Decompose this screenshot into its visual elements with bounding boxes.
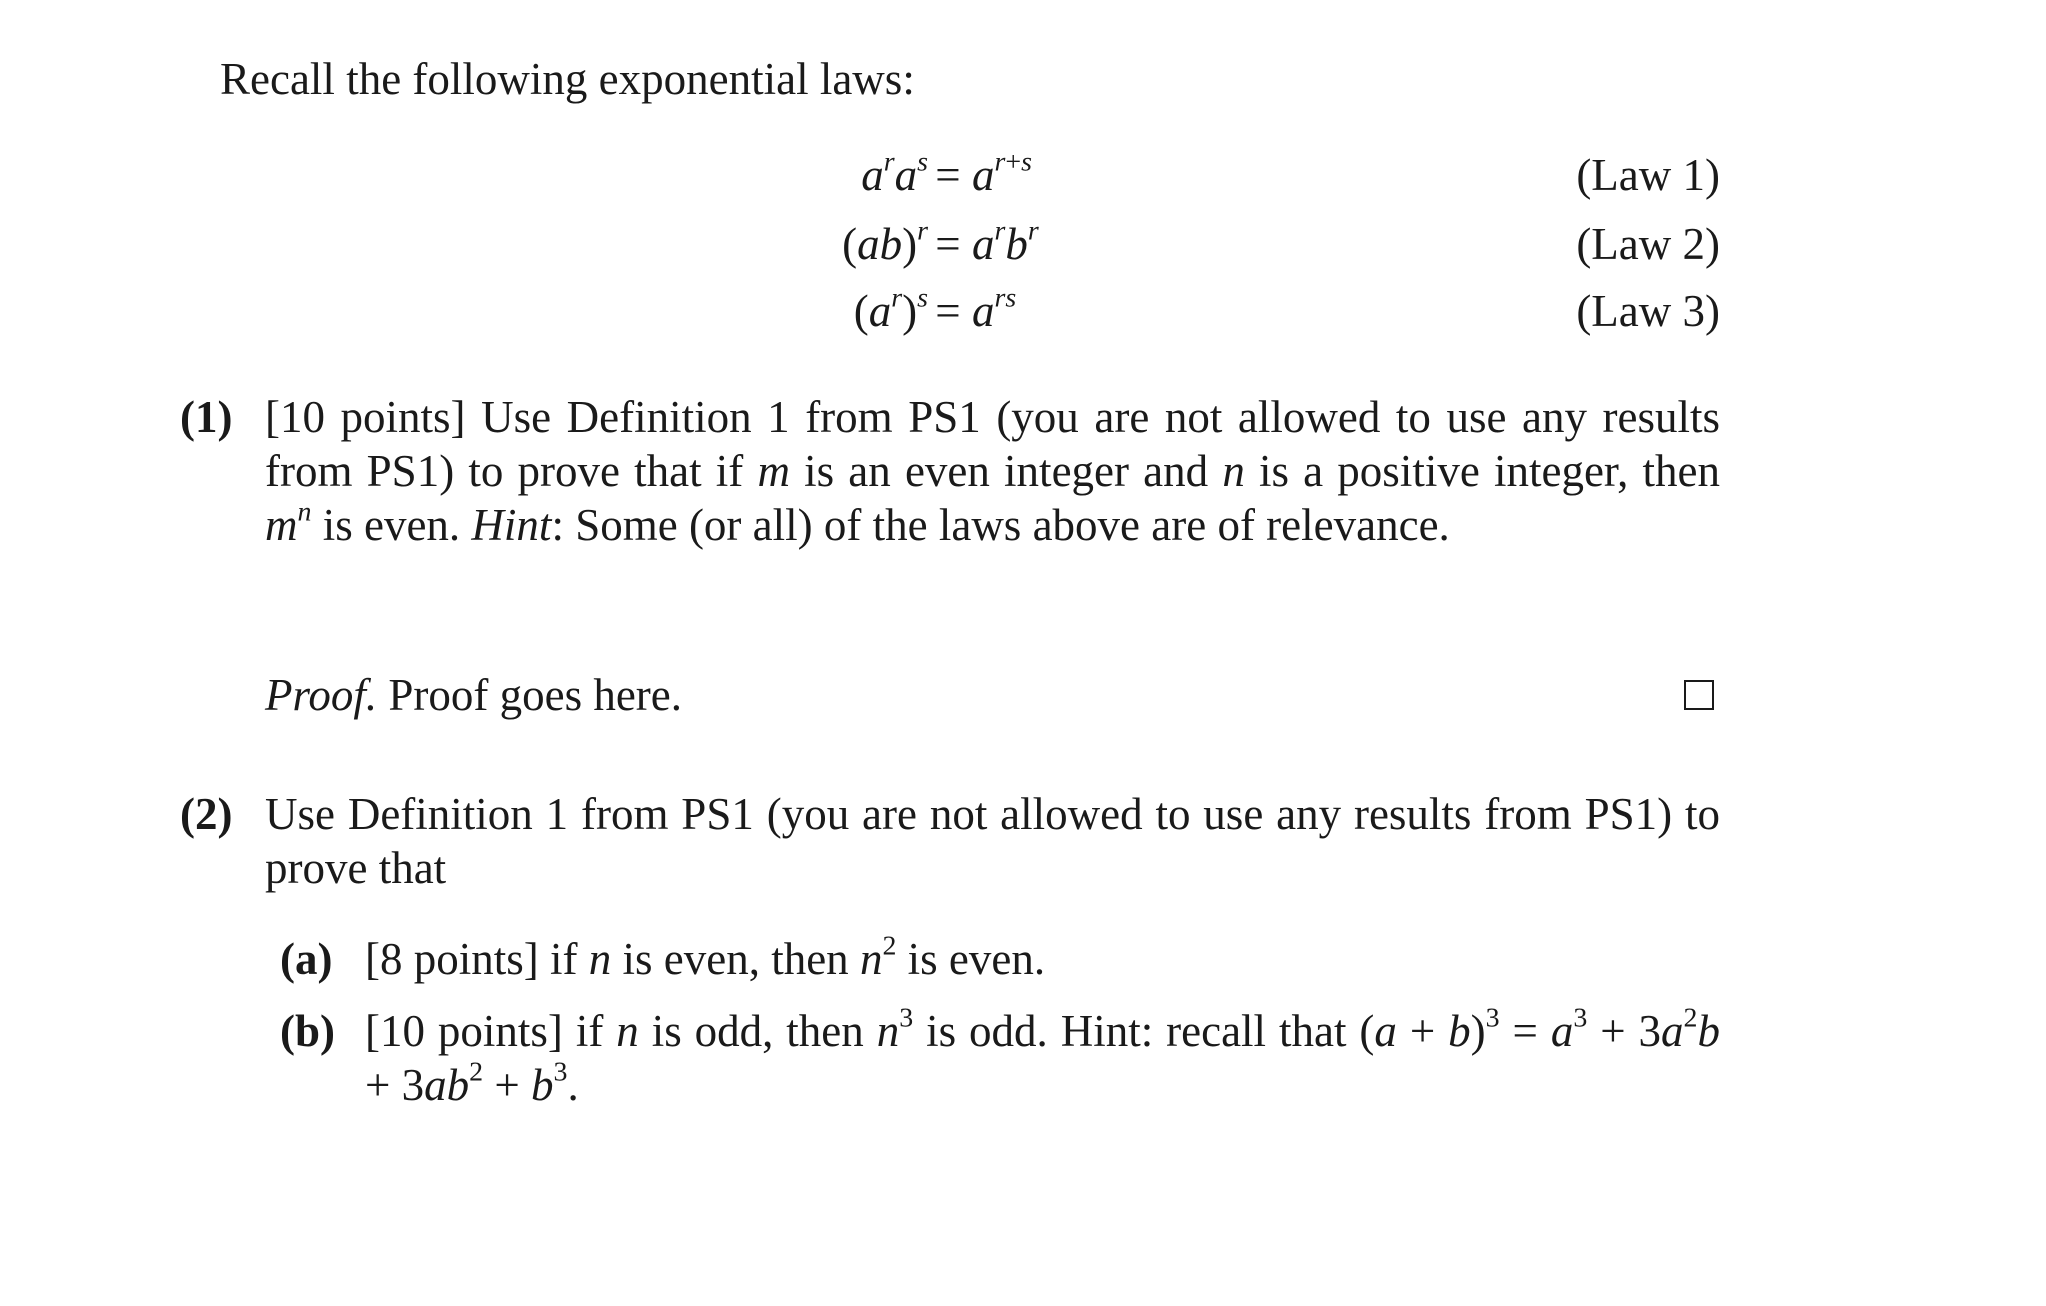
part-a-label: (a) xyxy=(280,934,333,984)
hint-label: Hint xyxy=(471,500,552,550)
proof-text: Proof goes here. xyxy=(377,670,683,720)
law-1-lhs: $a^ra^s$ xyxy=(861,146,928,200)
qed-box-icon xyxy=(1684,680,1714,710)
law-1-label: (Law 1) xyxy=(1576,150,1720,200)
law-2-label: (Law 2) xyxy=(1576,219,1720,269)
part-b-label: (b) xyxy=(280,1006,335,1056)
law-3-rhs: $a^{rs}$ xyxy=(972,282,1017,336)
law-1-rhs: $a^{r+s}$ xyxy=(972,146,1032,200)
problem-1-text: [10 points] Use Definition 1 from PS1 (you are not allowed to use any results from PS1) to prove that if m is an even integer and n is a positive integer, then $m^n$ is even. Hint: Some (or all) of the laws above are of relevance. xyxy=(265,392,1720,550)
problem-1-points: [10 points] xyxy=(265,392,466,442)
part-b-text: [10 points] if n is odd, then $n^3$ is odd. Hint: recall that $(a + b)^3 = a^3 + 3a^2b + 3ab^2 + b^3$. xyxy=(365,1002,1720,1110)
problem-1-number: (1) xyxy=(180,392,233,442)
law-3-lhs: $(a^r)^s$ xyxy=(853,282,928,336)
law-3-equals: = xyxy=(935,286,961,336)
law-2-lhs: (ab)$^r$ xyxy=(842,215,928,269)
proof-line xyxy=(265,668,682,722)
law-2-rhs: $a^rb^r$ xyxy=(972,215,1039,269)
part-a-text: [8 points] if n is even, then $n^2$ is even. xyxy=(365,930,1046,984)
law-2-equals: = xyxy=(935,219,961,269)
problem-2-number: (2) xyxy=(180,789,233,839)
law-1-equals: = xyxy=(935,150,961,200)
intro-text: Recall the following exponential laws: xyxy=(220,54,915,104)
proof-label: Proof. xyxy=(265,670,378,720)
problem-2-text: Use Definition 1 from PS1 (you are not allowed to use any results from PS1) to prove that xyxy=(265,789,1720,893)
law-3-label: (Law 3) xyxy=(1576,286,1720,336)
